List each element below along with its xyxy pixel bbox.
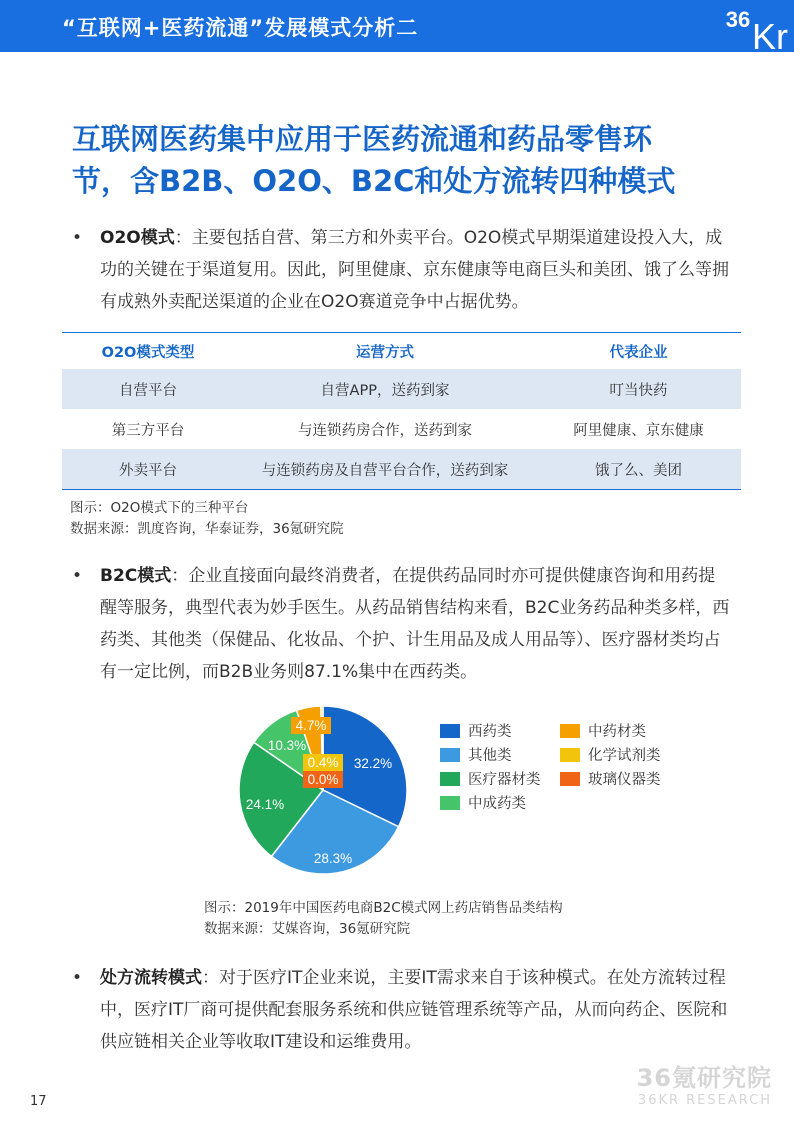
bullet-dot: • (72, 968, 83, 988)
section-title: “互联网+医药流通”发展模式分析二 (62, 16, 419, 40)
table-cell: 饿了么、美团 (536, 449, 741, 490)
heading-line-1: 互联网医药集中应用于医药流通和药品零售环 (72, 122, 653, 156)
table-cell: 外卖平台 (62, 449, 234, 490)
legend-label: 中成药类 (468, 796, 526, 812)
col-header-companies: 代表企业 (536, 333, 741, 370)
top-banner (0, 0, 794, 52)
table-header-row (62, 333, 741, 370)
legend-swatch (560, 748, 580, 762)
legend-swatch (440, 724, 460, 738)
b2c-paragraph (72, 560, 732, 688)
b2c-term: B2C模式 (100, 566, 172, 586)
o2o-paragraph (72, 222, 732, 318)
col-header-type: O2O模式类型 (62, 333, 234, 370)
pie-chart (225, 700, 425, 880)
data-label: 4.7% (295, 718, 327, 733)
table-source: 数据来源：凯度咨询，华泰证券，36氪研究院 (70, 521, 344, 537)
bullet-dot: • (72, 566, 83, 586)
legend-item (440, 768, 541, 789)
data-label: 32.2% (353, 756, 393, 771)
bullet-dot: • (72, 228, 83, 248)
legend-swatch (440, 748, 460, 762)
page-number: 17 (30, 1094, 47, 1109)
legend-swatch (440, 772, 460, 786)
col-header-operation: 运营方式 (234, 333, 536, 370)
logo-36: 36 (725, 7, 751, 32)
table-row (62, 449, 741, 490)
heading-line-2: 节，含B2B、O2O、B2C和处方流转四种模式 (72, 164, 676, 198)
rx-paragraph (72, 962, 732, 1058)
legend-item (560, 768, 661, 789)
36kr-logo (690, 0, 794, 52)
table-cell: 自营APP，送药到家 (234, 369, 536, 409)
o2o-table (62, 332, 741, 490)
data-label: 0.0% (307, 772, 339, 787)
legend-label: 西药类 (468, 724, 512, 740)
page-heading (72, 118, 742, 202)
chart-legend (440, 720, 720, 820)
legend-swatch (440, 796, 460, 810)
legend-item (440, 792, 526, 813)
table-cell: 第三方平台 (111, 422, 185, 439)
legend-item (560, 744, 661, 765)
table-row (62, 369, 741, 409)
b2c-text: ：企业直接面向最终消费者，在提供药品同时亦可提供健康咨询和用药提醒等服务，典型代表为妙手医生。从药品销售结构来看，B2C业务药品种类多样，西药类、其他类（保健品、化妆品、个护、计生用品及成人用品等）、医疗器材类均占有一定比例，而B2B业务则87.1%集中在西药类。 (100, 566, 730, 682)
legend-item (440, 720, 512, 741)
watermark-cn: 36氪研究院 (636, 1064, 772, 1092)
legend-label: 中药材类 (588, 724, 646, 740)
legend-label: 玻璃仪器类 (588, 772, 661, 788)
data-label: 0.4% (307, 755, 339, 770)
data-label: 28.3% (313, 851, 353, 866)
logo-kr: Kr (752, 16, 788, 52)
rx-term: 处方流转模式 (100, 968, 202, 988)
legend-swatch (560, 772, 580, 786)
table-caption: 图示：O2O模式下的三种平台 (70, 500, 249, 516)
table-cell: 与连锁药房及自营平台合作，送药到家 (234, 449, 536, 490)
chart-source: 数据来源：艾媒咨询，36氪研究院 (204, 921, 411, 937)
table-row (62, 409, 741, 449)
table-cell: 叮当快药 (536, 369, 741, 409)
o2o-term: O2O模式 (100, 228, 175, 248)
watermark-en: 36KR RESEARCH (637, 1093, 772, 1108)
table-cell: 自营平台 (62, 369, 234, 409)
legend-label: 其他类 (468, 748, 512, 764)
data-label: 24.1% (245, 797, 285, 812)
legend-item (560, 720, 646, 741)
table-caption-block (70, 498, 344, 540)
legend-label: 化学试剂类 (588, 748, 661, 764)
rx-text: ：对于医疗IT企业来说，主要IT需求来自于该种模式。在处方流转过程中，医疗IT厂商可提供配套服务系统和供应链管理系统等产品，从而向药企、医院和供应链相关企业等收取IT建设和运维费用。 (100, 968, 728, 1052)
legend-swatch (560, 724, 580, 738)
legend-label: 医疗器材类 (468, 772, 541, 788)
legend-item (440, 744, 512, 765)
table-cell: 阿里健康、京东健康 (573, 422, 704, 439)
watermark (637, 1058, 772, 1108)
data-label: 10.3% (267, 738, 307, 753)
chart-caption: 图示：2019年中国医药电商B2C模式网上药店销售品类结构 (204, 900, 563, 916)
o2o-text: ：主要包括自营、第三方和外卖平台。O2O模式早期渠道建设投入大，成功的关键在于渠道复用。因此，阿里健康、京东健康等电商巨头和美团、饿了么等拥有成熟外卖配送渠道的企业在O2O赛道竞争中占据优势。 (100, 228, 729, 312)
chart-caption-block (204, 898, 563, 940)
table-cell: 与连锁药房合作，送药到家 (298, 422, 472, 439)
